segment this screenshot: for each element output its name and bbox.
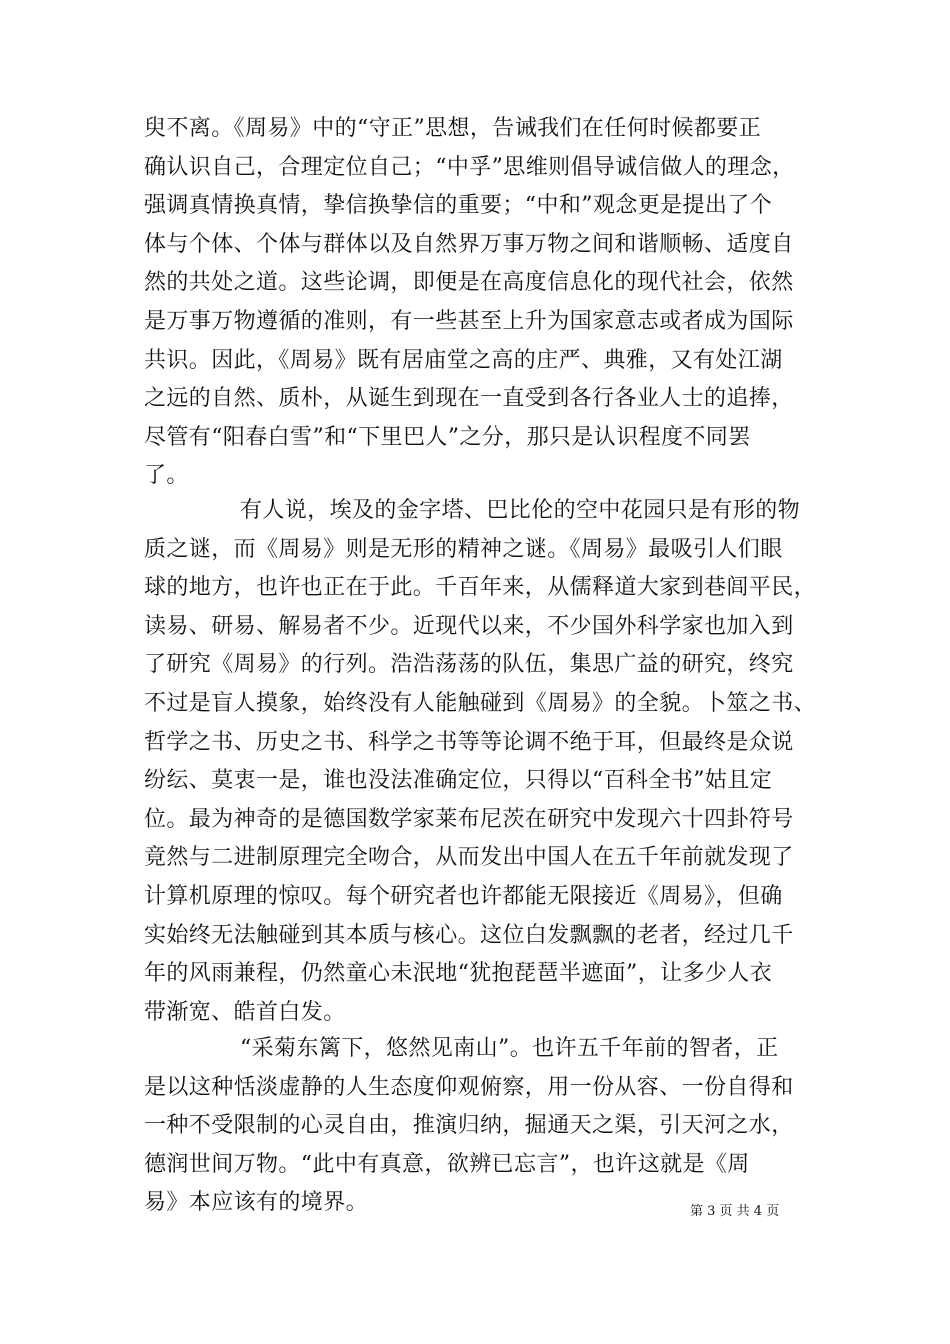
text-line: 之远的自然、质朴，从诞生到现在一直受到各行各业人士的追捧，	[144, 386, 794, 412]
paragraph-2	[144, 492, 817, 1032]
text-line: 不过是盲人摸象，始终没有人能触碰到《周易》的全貌。卜筮之书、	[144, 690, 817, 716]
text-line: 纷纭、莫衷一是，谁也没法准确定位，只得以“百科全书”姑且定	[144, 768, 773, 794]
text-line: 体与个体、个体与群体以及自然界万事万物之间和谐顺畅、适度自	[144, 231, 794, 257]
paragraph-3	[144, 1030, 814, 1223]
text-line: 位。最为神奇的是德国数学家莱布尼茨在研究中发现六十四卦符号	[144, 806, 794, 832]
text-line: 质之谜，而《周易》则是无形的精神之谜。《周易》最吸引人们眼	[144, 536, 783, 562]
text-line: 竟然与二进制原理完全吻合，从而发出中国人在五千年前就发现了	[144, 845, 794, 871]
text-line: 易》本应该有的境界。	[144, 1190, 369, 1216]
paragraph-1	[144, 110, 814, 496]
text-line: 德润世间万物。“此中有真意，欲辨已忘言”，也许这就是《周	[144, 1151, 750, 1177]
text-line: 是以这种恬淡虚静的人生态度仰观俯察，用一份从容、一份自得和	[144, 1074, 794, 1100]
text-line: 年的风雨兼程，仍然童心未泯地“犹抱琵琶半遮面”，让多少人衣	[144, 961, 773, 987]
text-line: 确认识自己，合理定位自己；“中孚”思维则倡导诚信做人的理念，	[144, 154, 795, 180]
text-line: 然的共处之道。这些论调，即便是在高度信息化的现代社会，依然	[144, 270, 794, 296]
text-line: 一种不受限制的心灵自由，推演归纳，掘通天之渠，引天河之水，	[144, 1113, 794, 1139]
page-number: 第 3 页 共 4 页	[690, 1204, 780, 1219]
text-line: 计算机原理的惊叹。每个研究者也许都能无限接近《周易》，但确	[144, 883, 783, 909]
text-line: 强调真情换真情，挚信换挚信的重要；“中和”观念更是提出了个	[144, 193, 773, 219]
text-line: 实始终无法触碰到其本质与核心。这位白发飘飘的老者，经过几千	[144, 922, 794, 948]
text-line: “采菊东篱下，悠然见南山”。也许五千年前的智者，正	[240, 1036, 779, 1061]
text-line: 球的地方，也许也正在于此。千百年来，从儒释道大家到巷闾平民，	[144, 575, 817, 601]
text-line: 了研究《周易》的行列。浩浩荡荡的队伍，集思广益的研究，终究	[144, 652, 794, 678]
text-line: 有人说，埃及的金字塔、巴比伦的空中花园只是有形的物	[240, 498, 801, 523]
text-line: 臾不离。《周易》中的“守正”思想，告诫我们在任何时候都要正	[144, 116, 762, 141]
text-line: 是万事万物遵循的准则，有一些甚至上升为国家意志或者成为国际	[144, 308, 794, 334]
text-line: 了。	[144, 463, 189, 489]
text-line: 哲学之书、历史之书、科学之书等等论调不绝于耳，但最终是众说	[144, 729, 794, 755]
text-line: 共识。因此，《周易》既有居庙堂之高的庄严、典雅，又有处江湖	[144, 347, 783, 373]
text-line: 读易、研易、解易者不少。近现代以来，不少国外科学家也加入到	[144, 613, 794, 639]
text-line: 带渐宽、皓首白发。	[144, 999, 346, 1025]
text-line: 尽管有“阳春白雪”和“下里巴人”之分，那只是认识程度不同罢	[144, 424, 751, 450]
